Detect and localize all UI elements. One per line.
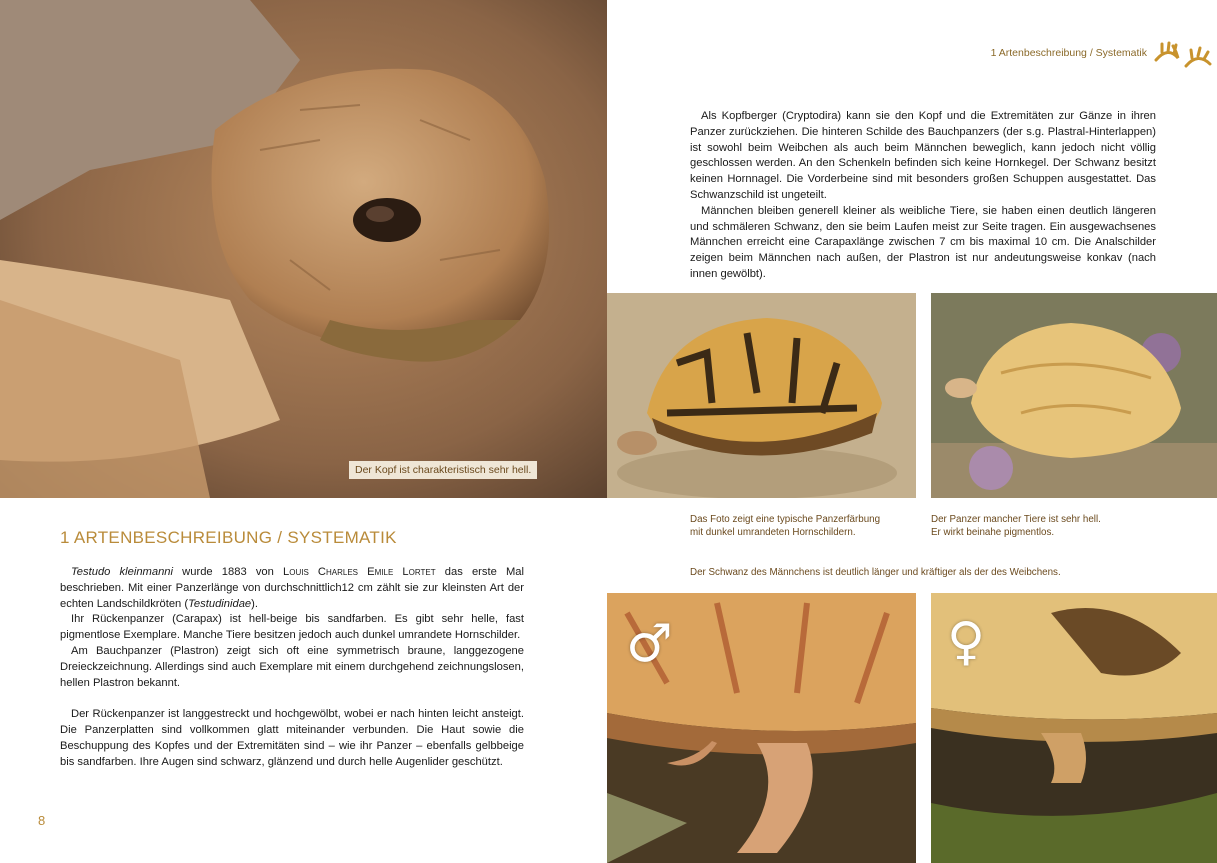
page-number: 8 [38,813,46,828]
left-paragraph-2: Ihr Rückenpanzer (Carapax) ist hell-beige bis sandfarben. Es gibt sehr helle, fast pigmentlose Exemplare. Manche Tiere besitzen jedoch auch dunkel umrandete Hornschilder. [60,613,524,642]
pale-shell-photo [931,293,1217,498]
right-body-text [690,109,1156,283]
left-paragraph-1 [60,565,524,612]
typical-shell-caption [690,513,880,539]
caption-line: mit dunkel umrandeten Hornschildern. [690,527,856,538]
tortoise-head-photo [0,0,607,498]
left-body-text [60,565,524,770]
right-paragraph-2: Männchen bleiben generell kleiner als weibliche Tiere, sie haben einen deutlich längeren und schmäleren Schwanz, den sie beim Laufen meist zur Seite tragen. Ein ausgewachsenes Männchen erreicht eine Carapaxlänge zwischen 7 cm bis maximal 10 cm. Die Analschilder zeigen beim Männchen nach außen, der Plastron ist nur andeutungsweise konkav (nach innen gewölbt). [690,204,1156,280]
caption-line: Er wirkt beinahe pigmentlos. [931,527,1055,538]
family-name: Testudinidae [188,597,252,610]
turtle-feet-icon [1154,40,1212,70]
tail-comparison-caption: Der Schwanz des Männchens ist deutlich länger und kräftiger als der des Weibchens. [690,567,1061,578]
section-title: 1 ARTENBESCHREIBUNG / SYSTEMATIK [60,528,397,547]
female-symbol: ♀ [947,612,986,672]
caption-line: Der Panzer mancher Tiere ist sehr hell. [931,514,1101,525]
right-paragraph-1: Als Kopfberger (Cryptodira) kann sie den Kopf und die Extremitäten zur Gänze in ihren Panzer zurückziehen. Die hinteren Schilde des Bauchpanzers (der s.g. Plastral-Hinterlappen) ist sowohl beim Weibchen als auch beim Männchen beweglich, kann jedoch nicht völlig geschlossen werden. An den Schenkeln befinden sich keine Hornkegel. Der Schwanz besitzt keinen Hornnagel. Die Vorderbeine sind mit besonders großen Schuppen ausgestattet. Das Schwanzschild ist ungeteilt. [690,110,1156,201]
pale-shell-caption [931,513,1101,539]
caption-line: Das Foto zeigt eine typische Panzerfärbung [690,514,881,525]
male-symbol: ♂ [626,614,673,674]
text-run: ). [251,597,259,610]
head-photo-caption: Der Kopf ist charakteristisch sehr hell. [349,461,537,479]
running-header: 1 Artenbeschreibung / Systematik [990,47,1147,59]
text-run: das erste Mal beschrieben. Mit einer Panzerlänge von durchschnittlich12 cm zählt sie zur kleinsten Art der echten Landschildkröten ( [60,566,524,610]
left-paragraph-4: Der Rückenpanzer ist langgestreckt und hochgewölbt, wobei er nach hinten leicht ansteigt. Die Panzerplatten sind vollkommen glatt miteinander verbunden. Die Haut sowie die Beschuppung des Kopfes und der Extremitäten sind – wie ihr Panzer – ebenfalls gelbbeige bis sandfarben. Ihre Augen sind schwarz, glänzend und durch helle Augenlider geschützt. [60,708,524,768]
author-name: Louis Charles Emile Lortet [283,566,436,578]
species-name: Testudo kleinmanni [71,566,174,578]
text-run: wurde 1883 von [173,566,283,578]
typical-shell-photo [607,293,916,498]
left-paragraph-3: Am Bauchpanzer (Plastron) zeigt sich oft eine symmetrisch braune, langgezogene Dreieckzeichnung. Allerdings sind auch Exemplare mit einem durchgehend zeichnungslosen, hellen Plastron bekannt. [60,644,524,689]
